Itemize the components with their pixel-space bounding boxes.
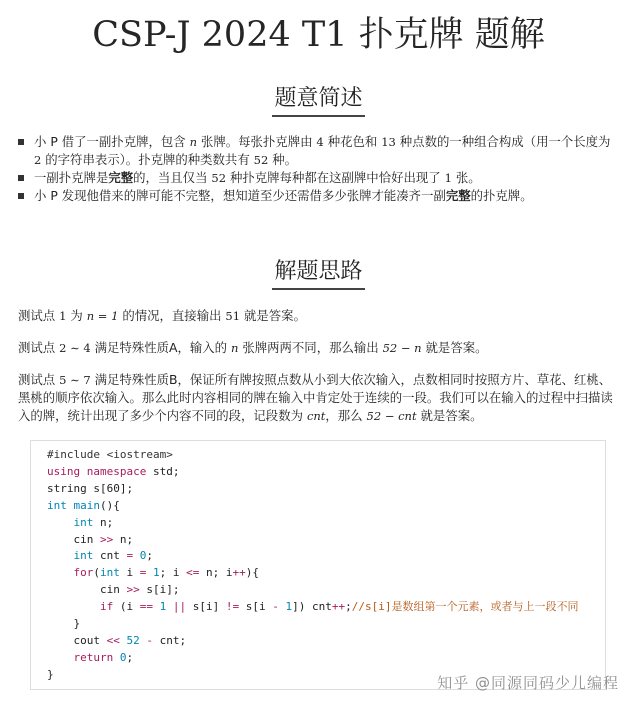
section-heading-approach-text: 解题思路 bbox=[272, 257, 364, 290]
watermark-text: 知乎 @同源同码少儿编程 bbox=[437, 674, 619, 692]
paragraph-test-5-7: 测试点 5 ∼ 7 满足特殊性质B，保证所有牌按照点数从小到大依次输入，点数相同时按照方片、草花、红桃、黑桃的顺序依次输入。那么此时内容相同的牌在输入中肯定处于连续的一段。我们可以在输入的过程中扫描读入的牌，统计出现了多少个内容不同的段，记段数为 cnt，那么 52 − cnt 就是答案。 bbox=[18, 372, 613, 423]
list-item: 小 P 发现他借来的牌可能不完整，想知道至少还需借多少张牌才能凑齐一副完整的扑克牌。 bbox=[18, 187, 616, 205]
section-heading-approach bbox=[0, 257, 637, 290]
code-listing: #include <iostream> using namespace std; string s[60]; int main(){ int n; cin >> n; int cnt = 0; for(int i = 1; i <= n; i++){ cin >> s[i]; if (i == 1 || s[i] != s[i - 1]) cnt++;//s[i]是数组第一个元素，或者与上一段不同 } cout << 52 - cnt; return 0; } bbox=[47, 448, 579, 681]
list-item: 一副扑克牌是完整的，当且仅当 52 种扑克牌每种都在这副牌中恰好出现了 1 张。 bbox=[18, 169, 616, 187]
paragraph-test-2-4: 测试点 2 ∼ 4 满足特殊性质A，输入的 n 张牌两两不同，那么输出 52 − n 就是答案。 bbox=[18, 340, 488, 355]
list-item: 小 P 借了一副扑克牌，包含 n 张牌。每张扑克牌由 4 种花色和 13 种点数的一种组合构成（用一个长度为 2 的字符串表示）。扑克牌的种类数共有 52 种。 bbox=[18, 133, 616, 169]
section-heading-summary bbox=[0, 84, 637, 117]
summary-list bbox=[18, 133, 616, 205]
section-heading-summary-text: 题意简述 bbox=[272, 84, 364, 117]
paragraph-test-1: 测试点 1 为 n = 1 的情况，直接输出 51 就是答案。 bbox=[18, 308, 306, 323]
code-block bbox=[30, 440, 606, 690]
page-title: CSP-J 2024 T1 扑克牌 题解 bbox=[92, 15, 545, 55]
